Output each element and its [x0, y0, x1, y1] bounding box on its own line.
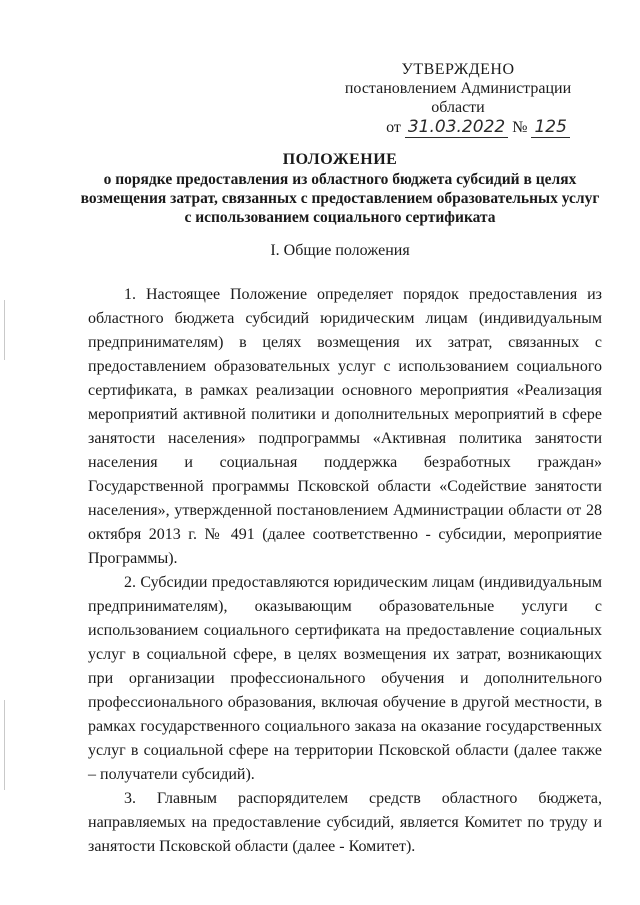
paragraph-1: 1. Настоящее Положение определяет порядок предоставления из областного бюджета субсидий юридическим лицам (индивидуальным предпринимателям) в целях возмещения их затрат, связанных с предоставлением образовательных услуг с использованием социального сертификата, в рамках реализации основного мероприятия «Реализация мероприятий активной политики и дополнительных мероприятий в сфере занятости населения» подпрограммы «Активная политика занятости населения и социальная поддержка безработных граждан» Государственной программы Псковской области «Содействие занятости населения», утвержденной постановлением Администрации области от 28 октября 2013 г. № 491 (далее соответственно - субсидии, мероприятие Программы). [88, 286, 602, 567]
paragraph-3: 3. Главным распорядителем средств областного бюджета, направляемых на предоставление субсидий, является Комитет по труду и занятости Псковской области (далее - Комитет). [88, 790, 602, 855]
scan-edge-mark [4, 300, 5, 360]
section-title: I. Общие положения [270, 242, 410, 259]
approval-stamp [318, 60, 598, 137]
approval-heading: УТВЕРЖДЕНО [401, 61, 515, 78]
document-subtitle: о порядке предоставления из областного бюджета субсидий в целях возмещения затрат, связанных с предоставлением образовательных услуг с использованием социального сертификата [80, 171, 600, 226]
approval-date-number [318, 118, 598, 137]
scan-edge-mark [4, 700, 5, 790]
document-title: ПОЛОЖЕНИЕ [282, 151, 398, 168]
document-body [88, 283, 602, 859]
handwritten-date: 31.03.2022 [405, 117, 508, 138]
handwritten-number: 125 [531, 117, 569, 138]
number-prefix: № [512, 119, 528, 136]
paragraph-2: 2. Субсидии предоставляются юридическим лицам (индивидуальным предпринимателям), оказывающим образовательные услуги с использованием социального сертификата на предоставление социальных услуг в социальной сфере, в целях возмещения их затрат, возникающих при организации профессионального обучения и дополнительного профессионального образования, включая обучение в другой местности, в рамках государственного социального заказа на оказание государственных услуг в социальной сфере на территории Псковской области (далее также – получатели субсидий). [88, 574, 602, 783]
document-title-block [80, 150, 600, 227]
date-prefix: от [386, 119, 401, 136]
approval-authority: постановлением Администрации области [344, 80, 572, 116]
